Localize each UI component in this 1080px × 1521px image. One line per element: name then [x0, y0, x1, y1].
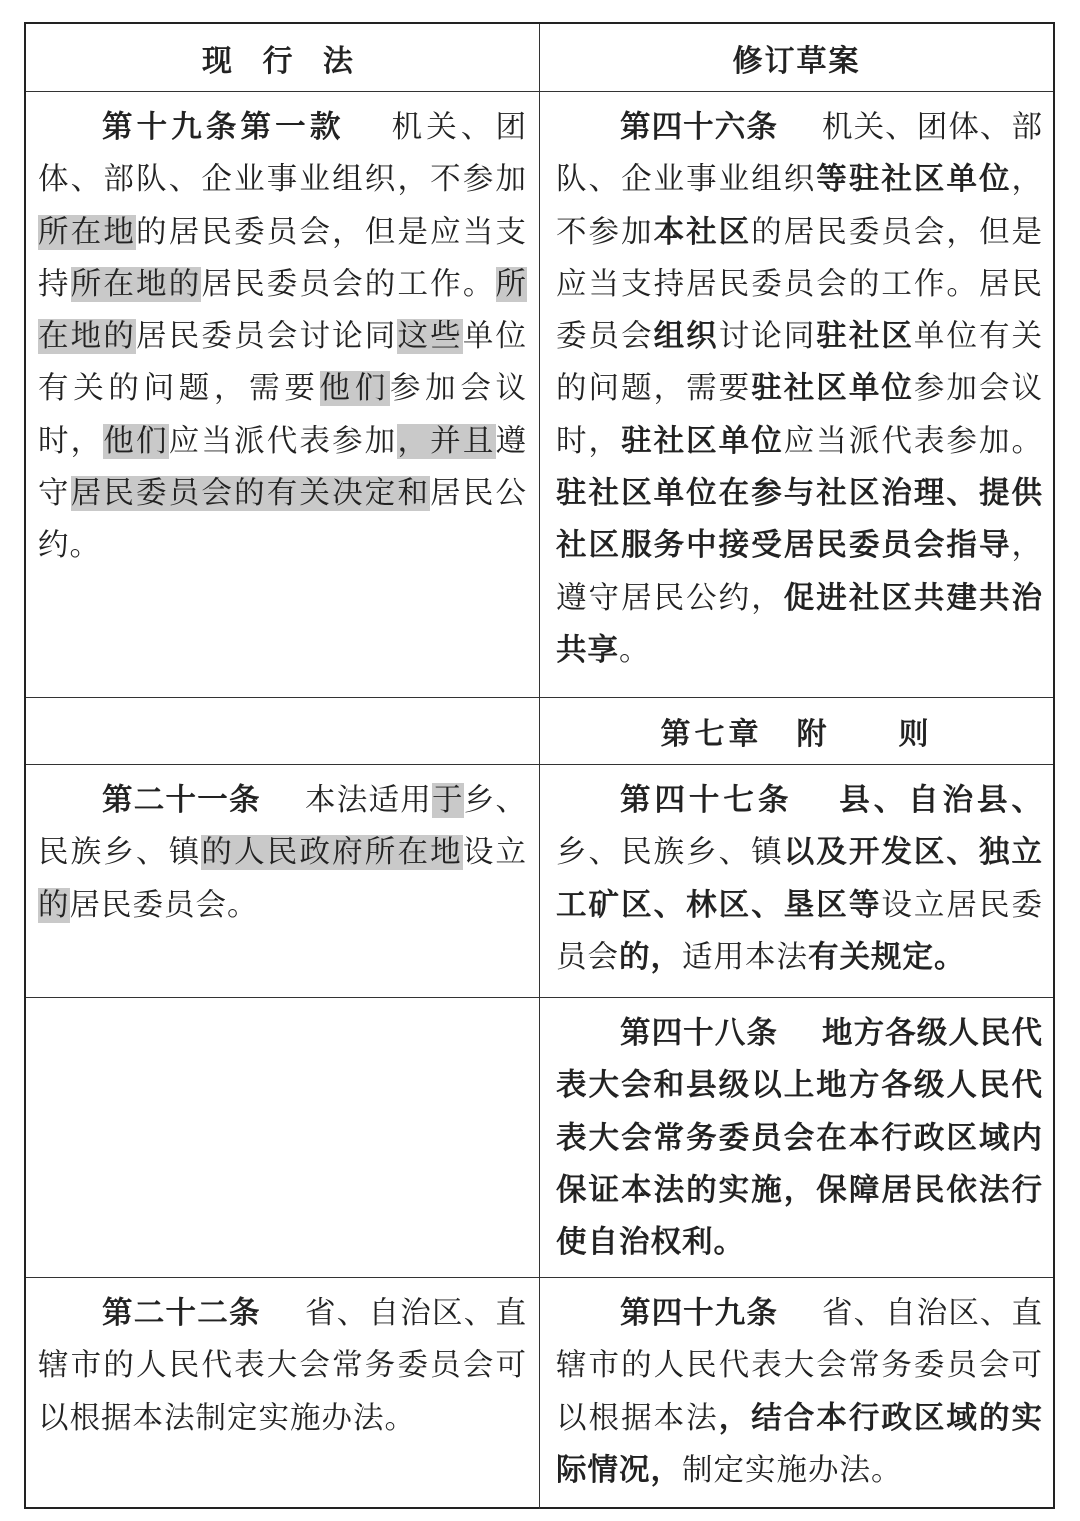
- bold-text: 驻社区单位在参与社区治理、提供社区服务中接受居民委员会指导: [556, 476, 1043, 564]
- article-text: [38, 102, 527, 573]
- bold-text: 第二十二条: [102, 1296, 261, 1331]
- plain-text: ，遵守居民公约，: [556, 528, 1043, 616]
- article-text: [38, 1288, 527, 1445]
- plain-text: 省、自治区、直辖市的人民代表大会常务委员会可以根据本法: [556, 1296, 1044, 1436]
- plain-text: 省、自治区、直辖市的人民代表大会常务委员会可以根据本法制定实施办法。: [38, 1296, 527, 1436]
- empty-cell: [26, 998, 540, 1277]
- bold-text: 县、自治县、: [836, 783, 1044, 818]
- plain-text: 单位有关的问题，需要: [38, 319, 528, 407]
- bold-text: 驻社区单位: [621, 423, 784, 459]
- plain-text: 居民委员会。: [69, 887, 259, 923]
- plain-text: 设立: [462, 835, 528, 871]
- highlighted-text: 的人民政府所在地: [201, 835, 463, 871]
- plain-text: 的居民委员会，但是应当支持居民委员会的工作。居民委员会: [556, 214, 1044, 355]
- bold-text: 第四十九条: [620, 1296, 778, 1331]
- plain-text: 乡、民族乡、镇: [556, 835, 784, 871]
- plain-text: 遵守: [38, 423, 528, 512]
- highlighted-text: 他们: [103, 423, 169, 459]
- bold-text: 组织: [653, 319, 719, 355]
- highlighted-text: 所在地的: [70, 266, 202, 302]
- highlighted-text: 居民委员会的有关决定和: [70, 476, 431, 512]
- table-row: [26, 997, 1053, 1277]
- highlighted-text: 于: [432, 783, 464, 818]
- article-text: [556, 1008, 1043, 1269]
- bold-text: 第二十一条: [102, 783, 261, 818]
- plain-text: 机关、团体、部队、企业事业组织，不参加: [38, 110, 528, 198]
- plain-text: 。: [619, 632, 651, 668]
- plain-text: 制定实施办法。: [682, 1452, 903, 1488]
- draft-article-46: [540, 92, 1053, 697]
- plain-text: 单位有关的问题，需要: [556, 319, 1044, 407]
- current-law-article-22: [26, 1278, 540, 1509]
- bold-text: 有关规定。: [808, 939, 966, 975]
- plain-text: 机关、团体、部队、企业事业组织: [556, 110, 1044, 198]
- empty-cell: [26, 698, 540, 764]
- table-row: [26, 91, 1053, 697]
- bold-text: 等驻社区单位: [816, 162, 1012, 198]
- current-law-article-19: [26, 92, 540, 697]
- article-text: [556, 102, 1043, 677]
- bold-text: 的，: [619, 939, 682, 975]
- comparison-table: [24, 22, 1055, 1509]
- bold-text: 第四十八条: [620, 1016, 778, 1051]
- bold-text: 第四十七条: [620, 783, 793, 818]
- bold-text: ，结合本行政区域的实际情况，: [556, 1400, 1044, 1488]
- chapter-title: 第七章 附 则: [660, 717, 933, 752]
- plain-text: 讨论同: [718, 319, 817, 355]
- plain-text: ，不参加: [556, 162, 1044, 250]
- highlighted-text: 所在地: [38, 214, 137, 250]
- highlighted-text: 这些: [397, 319, 463, 355]
- highlighted-text: 的: [38, 887, 70, 923]
- plain-text: 设立居民委员会: [556, 887, 1044, 975]
- highlighted-text: ，并且: [397, 423, 496, 459]
- header-current-law: [26, 24, 540, 91]
- draft-article-48: [540, 998, 1053, 1277]
- chapter-row: [26, 697, 1053, 764]
- article-text: [556, 775, 1043, 984]
- plain-text: 居民公约。: [38, 476, 528, 564]
- plain-text: 居民委员会的工作。: [201, 266, 496, 302]
- plain-text: 适用本法: [682, 939, 808, 975]
- header-revised-draft: [540, 24, 1053, 91]
- plain-text: 应当派代表参加。: [783, 423, 1044, 459]
- draft-article-47: [540, 765, 1053, 997]
- plain-text: 应当派代表参加: [168, 423, 398, 459]
- bold-text: 地方各级人民代表大会和县级以上地方各级人民代表大会常务委员会在本行政区域内保证本法的实施，保障居民依法行使自治权利。: [556, 1016, 1044, 1261]
- table-row: [26, 1277, 1053, 1509]
- plain-text: 乡、民族乡、镇: [38, 783, 527, 871]
- table-header-row: [26, 24, 1053, 91]
- plain-text: 参加会议时，: [38, 371, 528, 459]
- bold-text: 第十九条第一款: [102, 110, 345, 145]
- plain-text: 居民委员会讨论同: [136, 319, 398, 355]
- plain-text: 参加会议时，: [556, 371, 1044, 459]
- bold-text: 促进社区共建共治共享: [556, 580, 1043, 668]
- table-row: [26, 764, 1053, 997]
- bold-text: 驻社区单位: [751, 371, 914, 407]
- highlighted-text: 他们: [319, 371, 390, 407]
- draft-article-49: [540, 1278, 1053, 1509]
- bold-text: 以及开发区、独立工矿区、林区、垦区等: [556, 835, 1043, 923]
- plain-text: 的居民委员会，但是应当支持: [38, 214, 528, 302]
- article-text: [38, 775, 527, 932]
- plain-text: 本法适用: [304, 783, 432, 818]
- article-text: [556, 1288, 1043, 1497]
- header-revised-draft-label: 修订草案: [732, 43, 861, 79]
- bold-text: 第四十六条: [620, 110, 778, 145]
- bold-text: 本社区: [653, 214, 752, 250]
- current-law-article-21: [26, 765, 540, 997]
- header-current-law-label: 现 行 法: [202, 43, 363, 79]
- bold-text: 驻社区: [816, 319, 914, 355]
- highlighted-text: 所在地的: [38, 266, 528, 355]
- chapter-heading: [540, 698, 1053, 764]
